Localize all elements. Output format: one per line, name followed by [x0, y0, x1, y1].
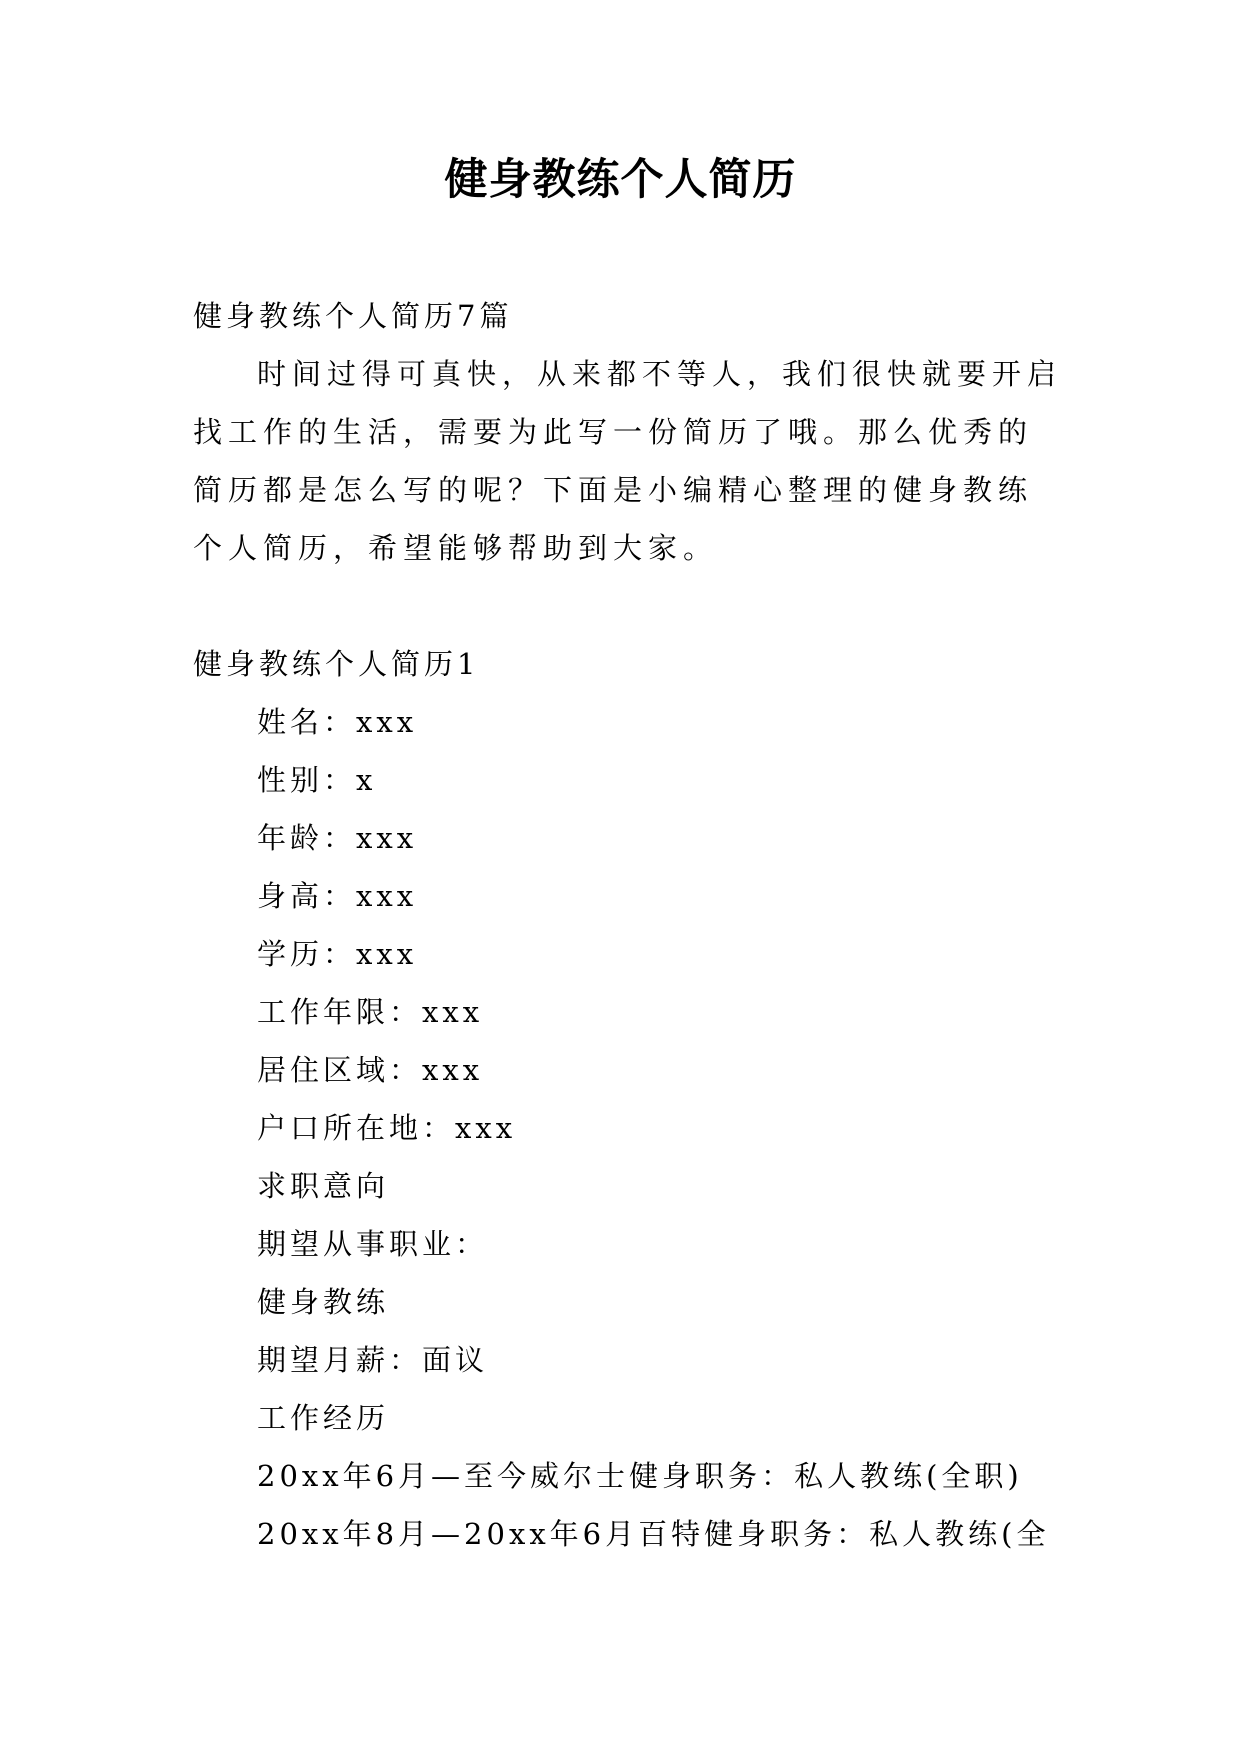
work-years-line: 工作年限：xxx	[257, 995, 484, 1029]
education-line: 学历：xxx	[257, 937, 418, 971]
age-line: 年龄：xxx	[257, 821, 418, 855]
work-experience-heading: 工作经历	[257, 1401, 390, 1435]
height-line: 身高：xxx	[257, 879, 418, 913]
expected-occupation-label: 期望从事职业：	[257, 1227, 489, 1261]
expected-salary-line: 期望月薪：面议	[257, 1343, 489, 1377]
job-intention-heading: 求职意向	[257, 1169, 390, 1203]
gender-line: 性别：x	[257, 763, 377, 797]
section-heading: 健身教练个人简历1	[193, 647, 480, 681]
residence-line: 居住区域：xxx	[257, 1053, 484, 1087]
name-line: 姓名：xxx	[257, 705, 418, 739]
work-experience-item: 20xx年8月—20xx年6月百特健身职务：私人教练(全	[257, 1517, 1050, 1551]
resume-details-list	[257, 693, 1077, 1563]
intro-paragraph: 时间过得可真快，从来都不等人，我们很快就要开启找工作的生活，需要为此写一份简历了哦。那么优秀的简历都是怎么写的呢？下面是小编精心整理的健身教练个人简历，希望能够帮助到大家。	[193, 357, 1063, 565]
work-experience-item: 20xx年6月—至今威尔士健身职务：私人教练(全职)	[257, 1459, 1023, 1493]
document-subtitle: 健身教练个人简历7篇	[193, 299, 513, 333]
document-title: 健身教练个人简历	[444, 155, 797, 205]
hukou-line: 户口所在地：xxx	[257, 1111, 517, 1145]
expected-occupation-value: 健身教练	[257, 1285, 390, 1319]
